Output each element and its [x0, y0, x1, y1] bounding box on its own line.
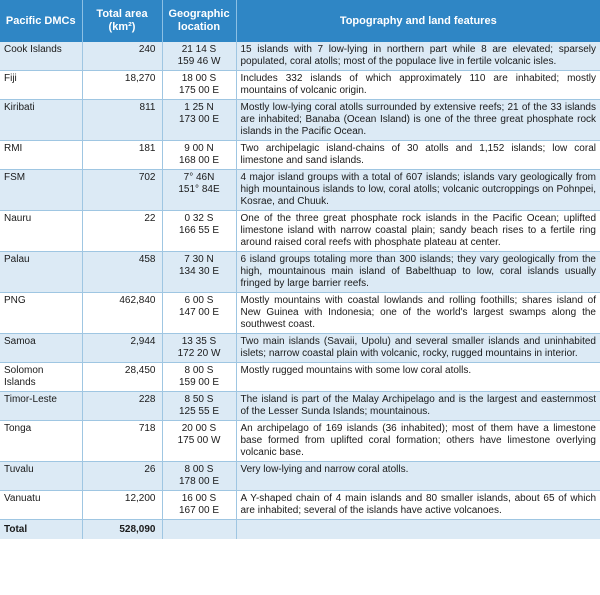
header-topography: Topography and land features [236, 0, 600, 42]
dmc-topography: Mostly rugged mountains with some low coral atolls. [236, 363, 600, 392]
dmc-location [162, 392, 236, 421]
table-row [0, 211, 600, 252]
table-row [0, 71, 600, 100]
table-row [0, 363, 600, 392]
table-row [0, 462, 600, 491]
table-row [0, 392, 600, 421]
dmc-area: 12,200 [82, 491, 162, 520]
dmc-area: 228 [82, 392, 162, 421]
dmc-area: 458 [82, 252, 162, 293]
dmc-topography: 15 islands with 7 low-lying in northern part while 8 are elevated; sparsely populated, coral atolls; most of the populace live in fertile volcanic isles. [236, 42, 600, 71]
dmc-name: Tonga [0, 421, 82, 462]
header-location: Geographic location [162, 0, 236, 42]
dmc-name: Timor-Leste [0, 392, 82, 421]
dmc-name: Nauru [0, 211, 82, 252]
longitude: 178 00 E [178, 476, 220, 487]
dmc-area: 18,270 [82, 71, 162, 100]
table-row [0, 491, 600, 520]
dmc-name: Solomon Islands [0, 363, 82, 392]
latitude: 16 00 S [181, 493, 217, 504]
longitude: 173 00 E [178, 114, 220, 125]
dmc-topography: One of the three great phosphate rock islands in the Pacific Ocean; uplifted limestone island with narrow coastal plain; sandy beach rises to a fertile ring around raised coral reefs with phosphate plateau at center. [236, 211, 600, 252]
dmc-area: 811 [82, 100, 162, 141]
latitude: 6 00 S [184, 295, 214, 306]
dmc-location [162, 141, 236, 170]
dmc-topography: An archipelago of 169 islands (36 inhabited); most of them have a limestone base formed from uplifted coral formation; others have limestone overlying volcanic base. [236, 421, 600, 462]
table-row [0, 170, 600, 211]
longitude: 159 46 W [177, 56, 221, 67]
table-footer [0, 520, 600, 540]
total-location-cell [162, 520, 236, 540]
dmc-location [162, 100, 236, 141]
table-row [0, 100, 600, 141]
dmc-topography: 4 major island groups with a total of 607 islands; islands vary geologically from high mountainous islands to low, coral atolls; volcanic outcroppings on Pohnpei, Kosrae, and Chuuk. [236, 170, 600, 211]
dmc-topography: 6 island groups totaling more than 300 islands; they vary geologically from the high, mountainous main island of Babelthuap to low, coral islands usually fringed by large barrier reefs. [236, 252, 600, 293]
longitude: 172 20 W [177, 348, 221, 359]
latitude: 13 35 S [181, 336, 217, 347]
total-topography-cell [236, 520, 600, 540]
dmc-location [162, 462, 236, 491]
header-area: Total area (km²) [82, 0, 162, 42]
table-row [0, 293, 600, 334]
latitude: 7 30 N [184, 254, 214, 265]
dmc-topography: The island is part of the Malay Archipelago and is the largest and easternmost of the Lesser Sunda Islands; mountainous. [236, 392, 600, 421]
dmc-location [162, 42, 236, 71]
longitude: 168 00 E [178, 155, 220, 166]
dmc-topography: Includes 332 islands of which approximately 110 are inhabited; mostly mountains of volcanic origin. [236, 71, 600, 100]
dmc-location [162, 491, 236, 520]
dmc-location [162, 71, 236, 100]
dmc-name: PNG [0, 293, 82, 334]
longitude: 151° 84E [178, 184, 220, 195]
dmc-name: Samoa [0, 334, 82, 363]
table-row [0, 141, 600, 170]
dmc-area: 2,944 [82, 334, 162, 363]
dmc-topography: Mostly mountains with coastal lowlands and rolling foothills; shares island of New Guinea with Indonesia; one of the world's largest swamps along the southwest coast. [236, 293, 600, 334]
longitude: 175 00 W [177, 435, 221, 446]
dmc-area: 462,840 [82, 293, 162, 334]
latitude: 7° 46N [183, 172, 215, 183]
table-row [0, 42, 600, 71]
dmc-name: Fiji [0, 71, 82, 100]
dmc-topography: Very low-lying and narrow coral atolls. [236, 462, 600, 491]
dmc-area: 22 [82, 211, 162, 252]
dmc-location [162, 293, 236, 334]
longitude: 147 00 E [178, 307, 220, 318]
dmc-location [162, 211, 236, 252]
dmc-name: Cook Islands [0, 42, 82, 71]
latitude: 8 00 S [184, 464, 214, 475]
dmc-location [162, 363, 236, 392]
dmc-name: Tuvalu [0, 462, 82, 491]
latitude: 8 00 S [184, 365, 214, 376]
dmc-area: 702 [82, 170, 162, 211]
dmc-name: Kiribati [0, 100, 82, 141]
dmc-area: 240 [82, 42, 162, 71]
longitude: 125 55 E [178, 406, 220, 417]
latitude: 9 00 N [184, 143, 214, 154]
dmc-area: 26 [82, 462, 162, 491]
latitude: 1 25 N [184, 102, 214, 113]
dmc-location [162, 421, 236, 462]
dmc-location [162, 170, 236, 211]
table-header [0, 0, 600, 42]
longitude: 167 00 E [178, 505, 220, 516]
dmc-area: 28,450 [82, 363, 162, 392]
longitude: 159 00 E [178, 377, 220, 388]
dmc-topography: Two archipelagic island-chains of 30 atolls and 1,152 islands; low coral limestone and sand islands. [236, 141, 600, 170]
header-row [0, 0, 600, 42]
table-row [0, 421, 600, 462]
table-row [0, 252, 600, 293]
dmc-location [162, 252, 236, 293]
latitude: 18 00 S [181, 73, 217, 84]
table-row [0, 334, 600, 363]
table-body [0, 42, 600, 520]
total-label: Total [0, 520, 82, 540]
longitude: 175 00 E [178, 85, 220, 96]
dmc-topography: Mostly low-lying coral atolls surrounded by extensive reefs; 21 of the 33 islands are inhabited; Banaba (Ocean Island) is one of the three great phosphate rock islands in the Pacific Ocean. [236, 100, 600, 141]
longitude: 134 30 E [178, 266, 220, 277]
latitude: 0 32 S [184, 213, 214, 224]
dmc-topography: A Y-shaped chain of 4 main islands and 80 smaller islands, about 65 of which are inhabited; several of the islands have active volcanoes. [236, 491, 600, 520]
dmc-name: Vanuatu [0, 491, 82, 520]
header-dmcs: Pacific DMCs [0, 0, 82, 42]
latitude: 21 14 S [181, 44, 217, 55]
dmc-name: RMI [0, 141, 82, 170]
latitude: 8 50 S [184, 394, 214, 405]
latitude: 20 00 S [181, 423, 217, 434]
dmc-area: 718 [82, 421, 162, 462]
dmc-location [162, 334, 236, 363]
longitude: 166 55 E [178, 225, 220, 236]
dmc-area: 181 [82, 141, 162, 170]
dmc-name: FSM [0, 170, 82, 211]
total-row [0, 520, 600, 540]
total-area: 528,090 [82, 520, 162, 540]
dmc-topography: Two main islands (Savaii, Upolu) and several smaller islands and uninhabited islets; narrow coastal plain with volcanic, rocky, rugged mountains in interior. [236, 334, 600, 363]
dmc-name: Palau [0, 252, 82, 293]
